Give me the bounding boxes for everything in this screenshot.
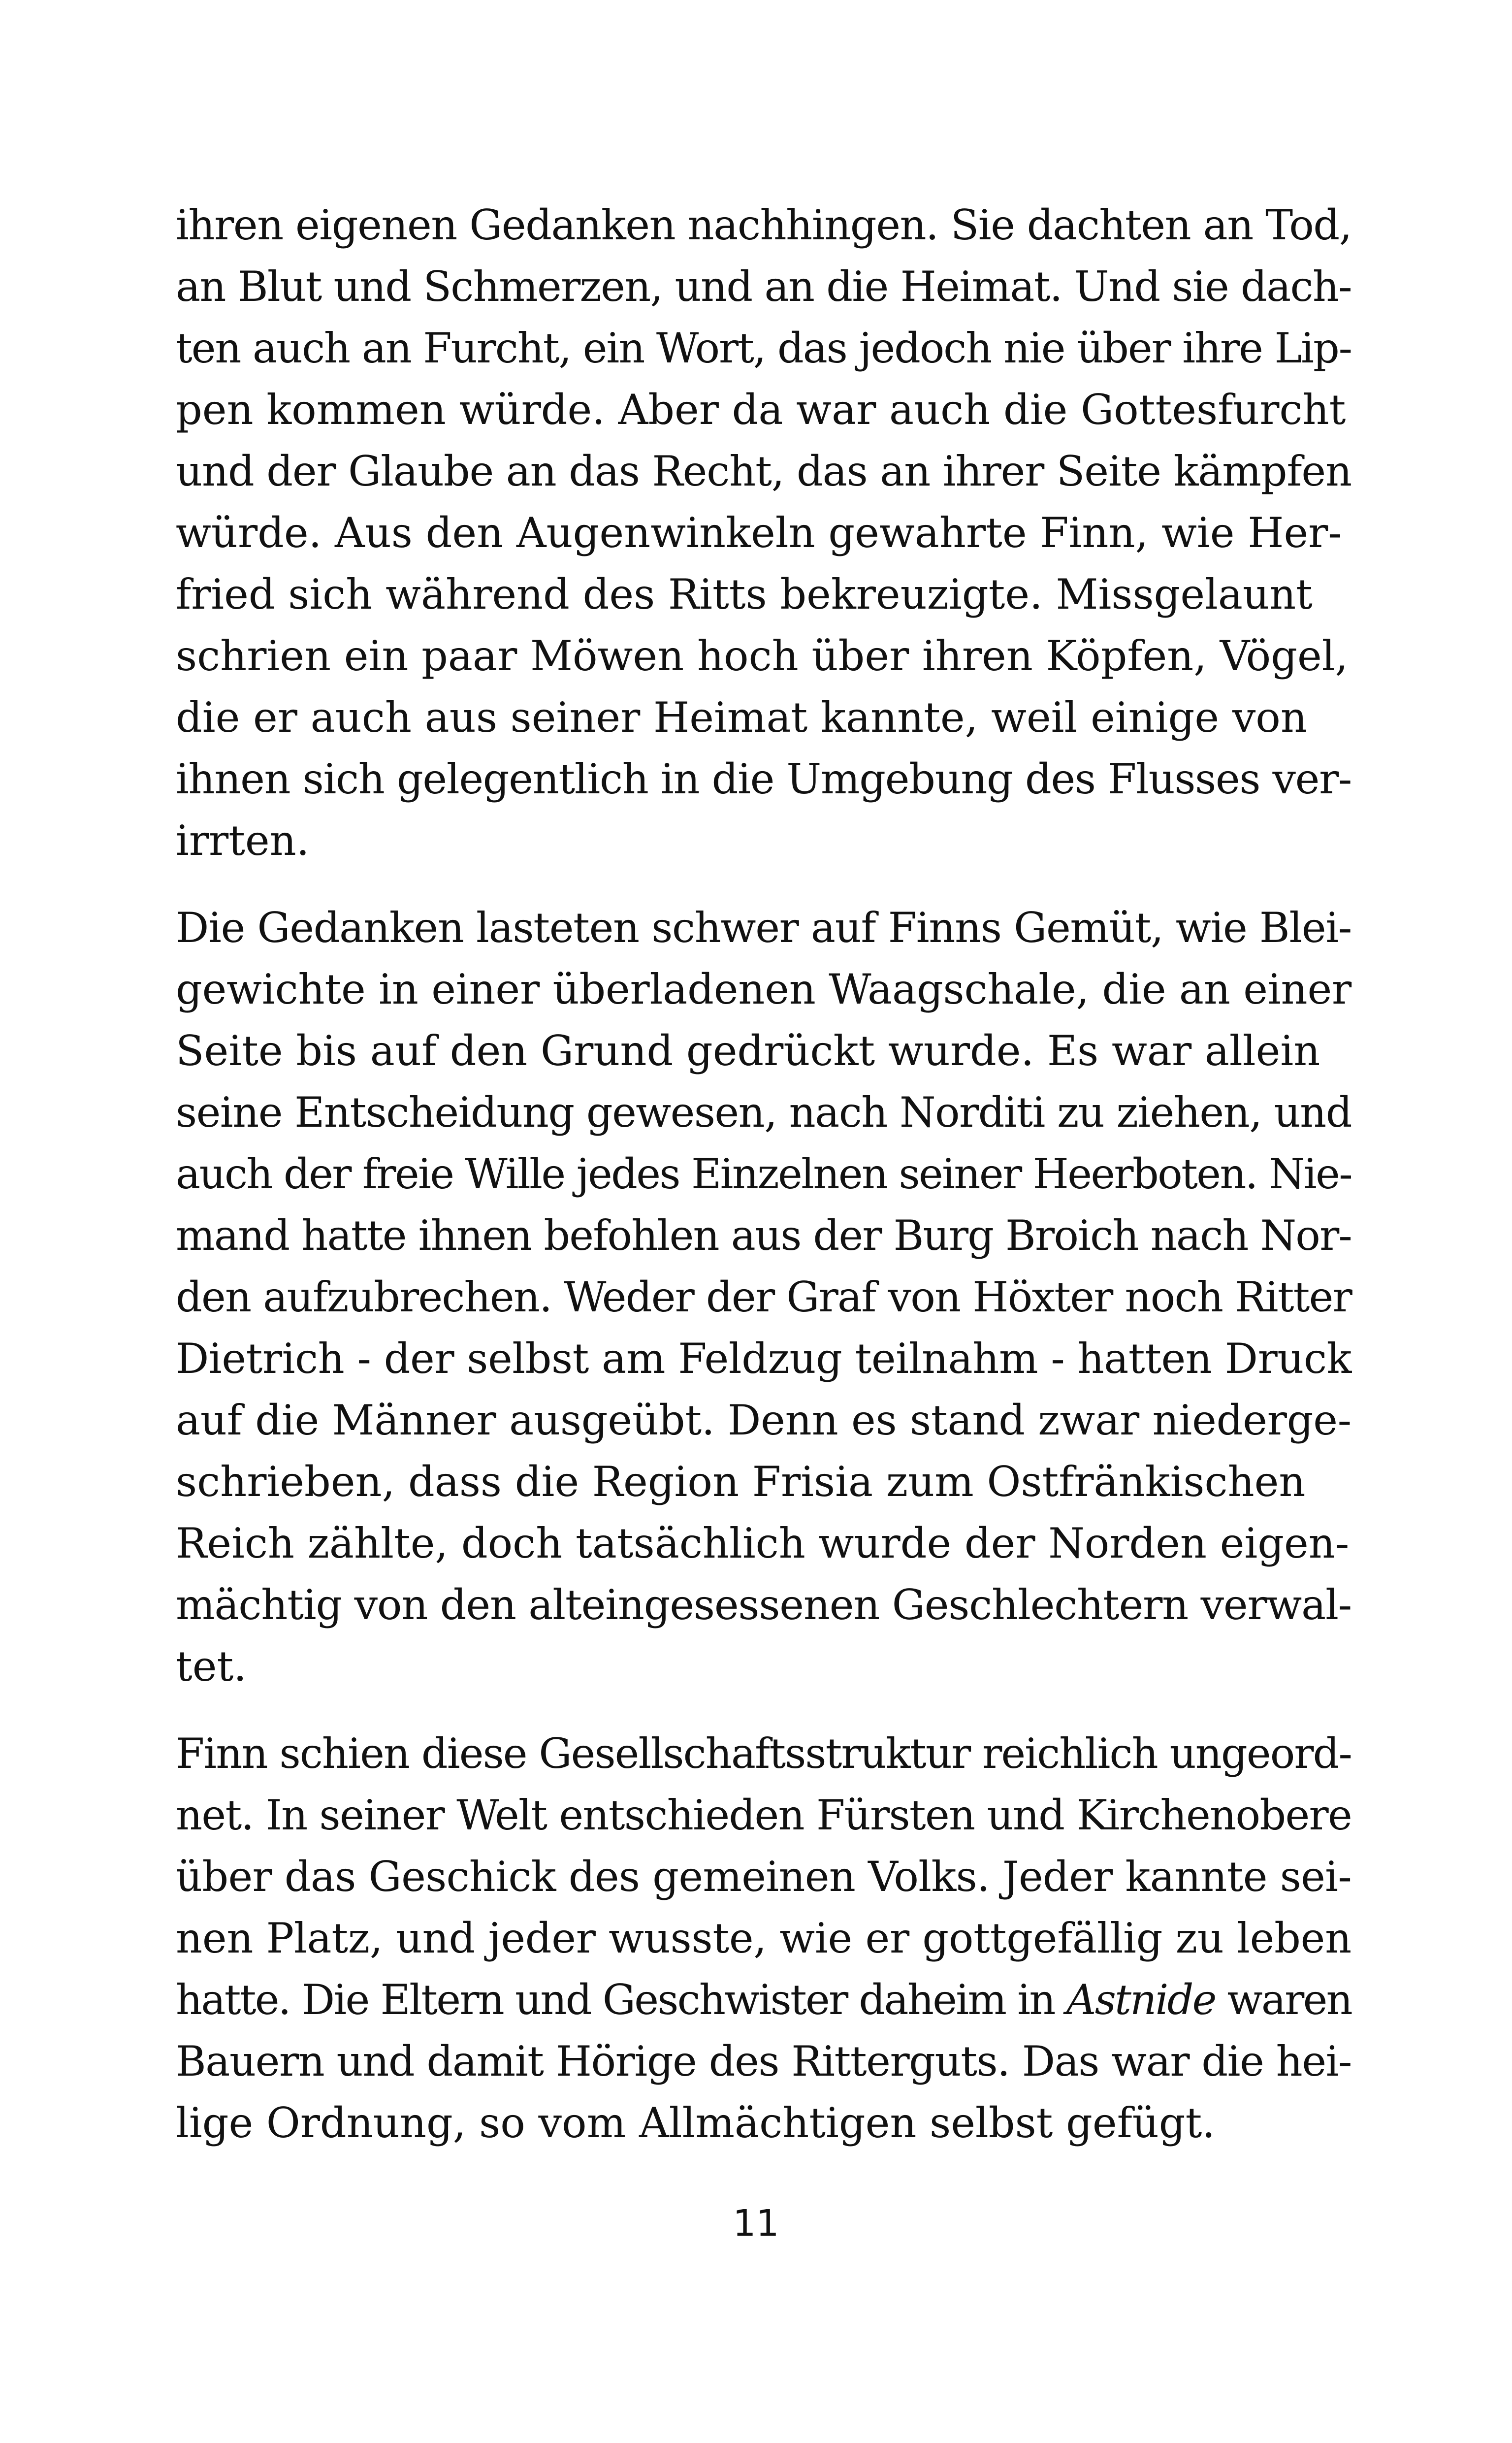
text-run: waren: [1215, 1976, 1351, 2024]
text-line: mand hatte ihnen befohlen aus der Burg Broich nach Nor-: [176, 1211, 1352, 1260]
text-line: auf die Männer ausgeübt. Denn es stand zwar niederge-: [176, 1396, 1351, 1444]
text-line: tet.: [176, 1642, 247, 1691]
text-line: lige Ordnung, so vom Allmächtigen selbst gefügt.: [176, 2099, 1216, 2147]
paragraph-3: [176, 1723, 1351, 2154]
text-line: über das Geschick des gemeinen Volks. Jeder kannte sei-: [176, 1853, 1351, 1901]
text-line: auch der freie Wille jedes Einzelnen seiner Heerboten. Nie-: [176, 1150, 1351, 1198]
place-name-italic: Astnide: [1066, 1976, 1216, 2024]
body-text: [176, 195, 1351, 2154]
text-line: Reich zählte, doch tatsächlich wurde der Norden eigen-: [176, 1519, 1350, 1567]
text-line: irrten.: [176, 816, 310, 865]
text-line: pen kommen würde. Aber da war auch die Gottesfurcht: [176, 386, 1346, 434]
text-run: hatte. Die Eltern und Geschwister daheim in: [176, 1976, 1066, 2024]
text-line: Seite bis auf den Grund gedrückt wurde. Es war allein: [176, 1027, 1320, 1075]
text-line: nen Platz, und jeder wusste, wie er gottgefällig zu leben: [176, 1914, 1352, 1962]
text-line: die er auch aus seiner Heimat kannte, weil einige von: [176, 693, 1307, 742]
text-line: Dietrich - der selbst am Feldzug teilnahm - hatten Druck: [176, 1335, 1351, 1383]
text-line: net. In seiner Welt entschieden Fürsten und Kirchenobere: [176, 1791, 1351, 1839]
text-line: an Blut und Schmerzen, und an die Heimat. Und sie dach-: [176, 262, 1351, 311]
paragraph-1: [176, 195, 1351, 872]
text-line: Bauern und damit Hörige des Ritterguts. Das war die hei-: [176, 2037, 1351, 2085]
text-line: mächtig von den alteingesessenen Geschlechtern verwal-: [176, 1581, 1351, 1629]
text-line: ihnen sich gelegentlich in die Umgebung des Flusses ver-: [176, 755, 1351, 803]
page-number: 11: [733, 2202, 779, 2245]
text-line: und der Glaube an das Recht, das an ihrer Seite kämpfen: [176, 447, 1351, 495]
paragraph-spacer: [176, 872, 1351, 897]
text-line: gewichte in einer überladenen Waagschale, die an einer: [176, 965, 1351, 1013]
text-line: fried sich während des Ritts bekreuzigte. Missgelaunt: [176, 570, 1313, 619]
text-line: würde. Aus den Augenwinkeln gewahrte Finn, wie Her-: [176, 509, 1342, 557]
text-line: seine Entscheidung gewesen, nach Norditi zu ziehen, und: [176, 1088, 1351, 1137]
text-line: Finn schien diese Gesellschaftsstruktur reichlich ungeord-: [176, 1729, 1351, 1778]
paragraph-2: [176, 897, 1351, 1697]
paragraph-spacer: [176, 1697, 1351, 1723]
text-line: Die Gedanken lasteten schwer auf Finns Gemüt, wie Blei-: [176, 904, 1351, 952]
text-line: schrieben, dass die Region Frisia zum Ostfränkischen: [176, 1458, 1306, 1506]
text-line: ihren eigenen Gedanken nachhingen. Sie dachten an Tod,: [176, 201, 1351, 249]
text-line: ten auch an Furcht, ein Wort, das jedoch nie über ihre Lip-: [176, 324, 1351, 372]
text-line-mixed: [176, 1969, 1351, 2031]
text-line: den aufzubrechen. Weder der Graf von Höxter noch Ritter: [176, 1273, 1351, 1321]
text-line: schrien ein paar Möwen hoch über ihren Köpfen, Vögel,: [176, 632, 1349, 680]
